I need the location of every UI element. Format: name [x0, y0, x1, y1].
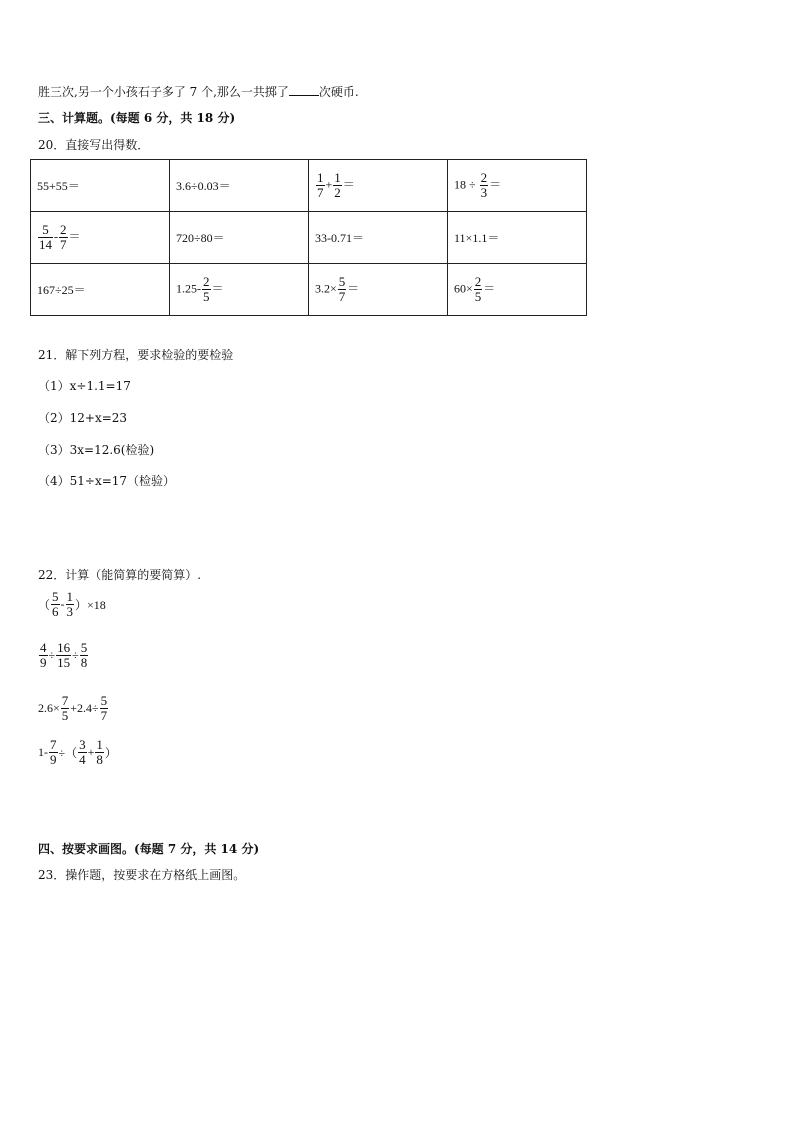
table-cell: 167÷25＝: [31, 264, 170, 316]
fraction: $\frac{16}{15}$: [57, 640, 71, 670]
intro-text-before: 胜三次,另一个小孩石子多了 7 个,那么一共掷了: [38, 85, 289, 99]
section3-heading: 三、计算题。(每题 6 分，共 18 分): [38, 111, 236, 125]
fraction: $\frac{2}{5}$: [474, 274, 482, 304]
fraction: $\frac{2}{7}$: [60, 222, 67, 252]
fraction: $\frac{7}{5}$: [61, 693, 69, 723]
fraction: $\frac{7}{9}$: [50, 737, 57, 767]
fraction: $\frac{5}{7}$: [100, 693, 108, 723]
list-item: （2）12+x=23: [38, 411, 128, 425]
q22-expression-3: 2.6× $\frac{7}{5}$ +2.4÷ $\frac{5}{7}$: [38, 693, 108, 723]
table-cell: $\frac{1}{7}$ + $\frac{1}{2}$ ＝: [309, 160, 448, 212]
table-cell: $\frac{5}{14}$ - $\frac{2}{7}$ ＝: [31, 212, 170, 264]
table-cell: 720÷80＝: [170, 212, 309, 264]
fraction: $\frac{1}{3}$: [66, 589, 74, 619]
fraction: $\frac{5}{7}$: [338, 274, 346, 304]
list-item: （4）51÷x=17（检验）: [38, 474, 176, 488]
fraction: $\frac{1}{7}$: [317, 170, 324, 200]
table-cell: 33-0.71＝: [309, 212, 448, 264]
fraction: $\frac{1}{8}$: [96, 737, 103, 767]
table-cell: 11×1.1＝: [448, 212, 587, 264]
q22-expression-2: $\frac{4}{9}$ ÷ $\frac{16}{15}$ ÷ $\frac{5}{8}$: [40, 640, 88, 670]
q22-title: 22．计算（能简算的要简算）.: [38, 568, 202, 582]
table-cell: 55+55＝: [31, 160, 170, 212]
q20-table: [30, 159, 587, 316]
q22-expression-4: 1- $\frac{7}{9}$ ÷（ $\frac{3}{4}$ + $\frac{1}{8}$ ）: [38, 737, 117, 767]
intro-text-after: 次硬币.: [318, 85, 359, 99]
fraction: $\frac{5}{8}$: [80, 640, 88, 670]
list-item: （3）3x=12.6(检验): [38, 443, 155, 457]
list-item: （1）x÷1.1=17: [38, 379, 131, 393]
intro-line: [38, 83, 359, 100]
section4-heading: 四、按要求画图。(每题 7 分，共 14 分): [38, 842, 260, 856]
table-row: [31, 264, 587, 316]
table-row: [31, 212, 587, 264]
q21-title: 21．解下列方程，要求检验的要检验: [38, 348, 234, 362]
fraction: $\frac{5}{14}$: [39, 222, 52, 252]
fraction: $\frac{1}{2}$: [334, 170, 341, 200]
fraction: $\frac{3}{4}$: [79, 737, 86, 767]
fraction: $\frac{5}{6}$: [52, 589, 59, 619]
fraction: $\frac{4}{9}$: [40, 640, 47, 670]
table-cell: 1.25- $\frac{2}{5}$ ＝: [170, 264, 309, 316]
table-cell: 60× $\frac{2}{5}$ ＝: [448, 264, 587, 316]
q22-expression-1: （ $\frac{5}{6}$ - $\frac{1}{3}$ ）×18: [38, 589, 106, 619]
table-cell: 18 ÷ $\frac{2}{3}$ ＝: [448, 160, 587, 212]
table-row: [31, 160, 587, 212]
table-cell: 3.6÷0.03＝: [170, 160, 309, 212]
q23-title: 23．操作题，按要求在方格纸上画图。: [38, 868, 246, 882]
q20-title: 20．直接写出得数．: [38, 138, 150, 152]
table-cell: 3.2× $\frac{5}{7}$ ＝: [309, 264, 448, 316]
fraction: $\frac{2}{3}$: [480, 170, 488, 200]
answer-blank[interactable]: [289, 85, 319, 96]
fraction: $\frac{2}{5}$: [203, 274, 210, 304]
